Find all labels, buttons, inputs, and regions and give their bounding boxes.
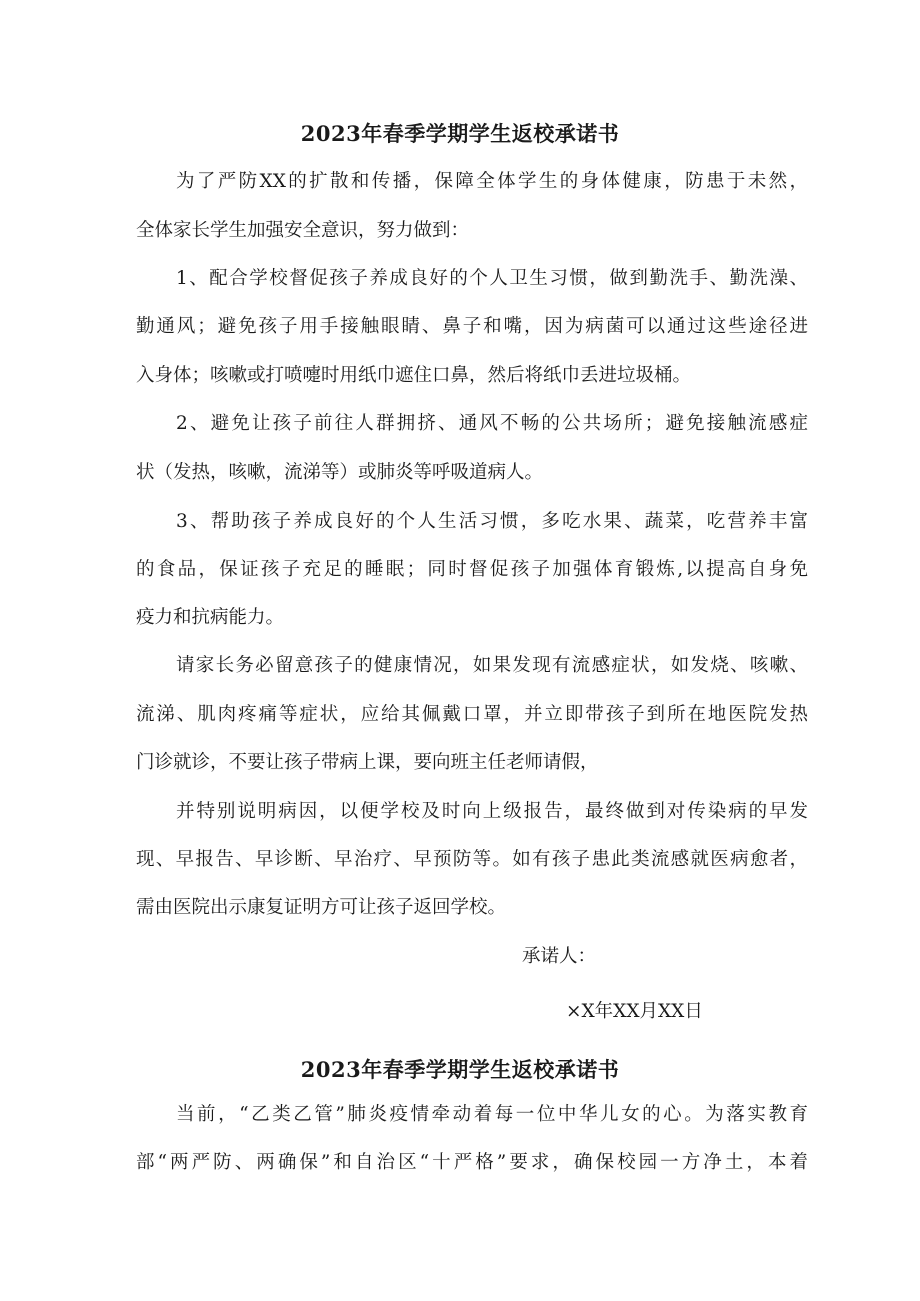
paragraph-line: 2、避免让孩子前往人群拥挤、通风不畅的公共场所；避免接触流感症: [176, 413, 808, 434]
signature-date: ×X年XX月XX日: [566, 1001, 703, 1022]
document-title: 2023年春季学期学生返校承诺书: [300, 121, 620, 146]
signer-label: 承诺人：: [522, 946, 597, 967]
paragraph-line: 为了严防XX的扩散和传播，保障全体学生的身体健康，防患于未然，: [176, 171, 808, 192]
paragraph-line: 状（发热，咳嗽，流涕等）或肺炎等呼吸道病人。: [136, 462, 544, 483]
paragraph-line: 当前，“乙类乙管”肺炎疫情牵动着每一位中华儿女的心。为落实教育: [176, 1104, 808, 1125]
paragraph-line: 并特别说明病因，以便学校及时向上级报告，最终做到对传染病的早发: [176, 801, 808, 822]
paragraph-line: 勤通风；避免孩子用手接触眼睛、鼻子和嘴，因为病菌可以通过这些途径进: [136, 316, 808, 337]
document-title: 2023年春季学期学生返校承诺书: [300, 1057, 620, 1082]
paragraph-line: 3、帮助孩子养成良好的个人生活习惯，多吃水果、蔬菜，吃营养丰富: [176, 511, 808, 532]
paragraph-line: 现、早报告、早诊断、早治疗、早预防等。如有孩子患此类流感就医病愈者，: [136, 849, 808, 870]
paragraph-line: 入身体；咳嗽或打喷嚏时用纸巾遮住口鼻，然后将纸巾丢进垃圾桶。: [136, 365, 692, 386]
paragraph-line: 请家长务必留意孩子的健康情况，如果发现有流感症状，如发烧、咳嗽、: [176, 655, 808, 676]
paragraph-line: 1、配合学校督促孩子养成良好的个人卫生习惯，做到勤洗手、勤洗澡、: [176, 268, 808, 289]
paragraph-line: 疫力和抗病能力。: [136, 607, 285, 628]
paragraph-line: 流涕、肌肉疼痛等症状，应给其佩戴口罩，并立即带孩子到所在地医院发热: [136, 704, 808, 725]
paragraph-line: 全体家长学生加强安全意识，努力做到：: [136, 220, 470, 241]
paragraph-line: 需由医院出示康复证明方可让孩子返回学校。: [136, 897, 507, 918]
paragraph-line: 的食品，保证孩子充足的睡眠；同时督促孩子加强体育锻炼,以提高自身免: [136, 559, 808, 580]
paragraph-line: 门诊就诊，不要让孩子带病上课，要向班主任老师请假，: [136, 752, 599, 773]
paragraph-line: 部“两严防、两确保”和自治区“十严格”要求，确保校园一方净土，本着: [136, 1152, 808, 1173]
